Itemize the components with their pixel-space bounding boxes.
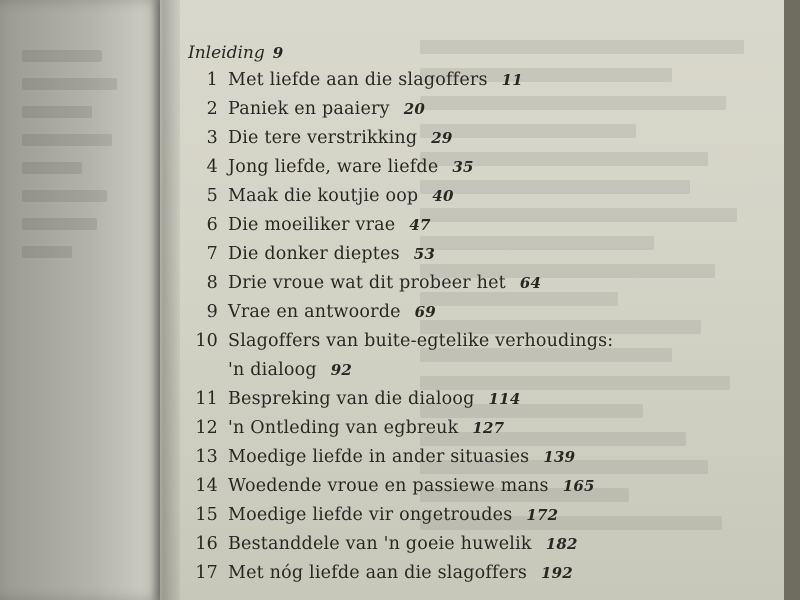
- toc-entry-number: 9: [206, 302, 218, 322]
- toc-entry-page: 29: [431, 129, 453, 147]
- toc-entry: [188, 414, 613, 443]
- toc-entry-page: 69: [414, 303, 436, 321]
- toc-entry-page: 182: [545, 535, 578, 553]
- toc-entry-title: Paniek en paaiery: [228, 99, 390, 119]
- toc-entry: [188, 501, 613, 530]
- toc-entry-page: 64: [519, 274, 542, 292]
- toc-entry-title: Die donker dieptes: [228, 244, 400, 264]
- toc-entry-number: 6: [206, 215, 218, 235]
- toc-entry-title: Die moeiliker vrae: [228, 215, 396, 235]
- toc-entry-title: 'n Ontleding van egbreuk: [228, 418, 459, 438]
- toc-entry-number: 4: [206, 157, 218, 177]
- toc-entry-page: 11: [501, 71, 523, 89]
- toc-entry: [188, 211, 613, 240]
- toc-entry-page: 47: [409, 216, 431, 234]
- toc-entry-title: Bespreking van die dialoog: [228, 389, 475, 409]
- toc-entry-page: 92: [330, 361, 353, 379]
- toc-entry-number: 8: [206, 273, 218, 293]
- toc-entry-page: 53: [413, 245, 436, 263]
- toc-entry-page: 165: [562, 477, 595, 495]
- toc-entry-number: 3: [206, 128, 218, 148]
- toc-entry: [188, 385, 613, 414]
- toc-entry-page: 35: [452, 158, 474, 176]
- toc-entry-title: Drie vroue wat dit probeer het: [228, 273, 506, 293]
- toc-entry-page: 114: [488, 390, 521, 408]
- toc-entry-page: 127: [472, 419, 505, 437]
- toc-entry-number: 17: [195, 563, 218, 583]
- page-edge: [784, 0, 800, 600]
- toc-entry-number: 11: [195, 389, 218, 409]
- toc-entry: [188, 124, 613, 153]
- toc-entry-number: 16: [195, 534, 218, 554]
- toc-entry-title: Jong liefde, ware liefde: [228, 157, 439, 177]
- toc-entry: [188, 472, 613, 501]
- book-gutter: [150, 0, 180, 600]
- toc-entry-number: 10: [195, 331, 218, 351]
- toc-entry-page: 40: [432, 187, 454, 205]
- toc-entry-number: 7: [206, 244, 218, 264]
- toc-entry: [188, 95, 613, 124]
- toc-entries: [188, 66, 613, 588]
- toc-entry-continuation: [188, 356, 613, 385]
- toc-entry-title: Met liefde aan die slagoffers: [228, 70, 488, 90]
- toc-entry-title: Maak die koutjie oop: [228, 186, 419, 206]
- toc-entry-title: Bestanddele van 'n goeie huwelik: [228, 534, 532, 554]
- toc-entry: [188, 443, 613, 472]
- toc-entry-number: 13: [195, 447, 218, 467]
- toc-entry-title-continuation: 'n dialoog: [228, 360, 317, 380]
- toc-entry-page: 172: [526, 506, 559, 524]
- toc-intro: [188, 40, 613, 66]
- toc-entry: [188, 530, 613, 559]
- toc-entry: [188, 240, 613, 269]
- toc-entry-number: 1: [206, 70, 218, 90]
- toc-entry-title: Slagoffers van buite-egtelike verhoudings:: [228, 331, 614, 351]
- toc-entry: [188, 298, 613, 327]
- toc-entry-title: Die tere verstrikking: [228, 128, 418, 148]
- toc-intro-page: 9: [272, 44, 284, 62]
- table-of-contents: [188, 40, 613, 588]
- toc-entry: [188, 559, 613, 588]
- toc-entry-title: Vrae en antwoorde: [228, 302, 401, 322]
- facing-page-text-bleed: [22, 50, 122, 274]
- toc-entry: [188, 66, 613, 95]
- toc-entry-number: 14: [195, 476, 218, 496]
- toc-entry-number: 2: [206, 99, 218, 119]
- toc-entry-title: Moedige liefde vir ongetroudes: [228, 505, 513, 525]
- toc-entry-number: 12: [195, 418, 218, 438]
- toc-entry-page: 139: [543, 448, 576, 466]
- toc-entry: [188, 153, 613, 182]
- toc-entry: [188, 182, 613, 211]
- toc-entry-title: Woedende vroue en passiewe mans: [228, 476, 549, 496]
- toc-entry: [188, 327, 613, 356]
- toc-entry-title: Met nóg liefde aan die slagoffers: [228, 563, 528, 583]
- toc-entry-page: 20: [403, 100, 425, 118]
- toc-entry-number: 5: [206, 186, 218, 206]
- toc-intro-title: Inleiding: [188, 43, 265, 63]
- toc-entry-title: Moedige liefde in ander situasies: [228, 447, 530, 467]
- toc-entry-number: 15: [195, 505, 218, 525]
- toc-entry-page: 192: [541, 564, 573, 582]
- toc-entry: [188, 269, 613, 298]
